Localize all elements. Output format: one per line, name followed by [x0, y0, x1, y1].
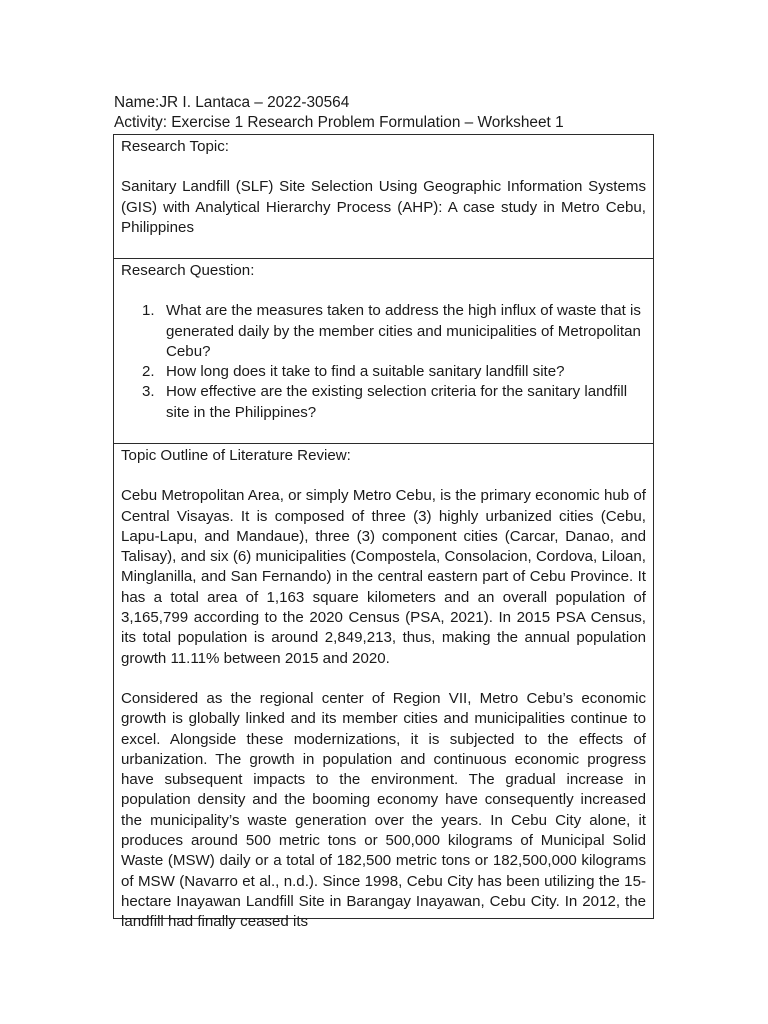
name-line: Name:JR I. Lantaca – 2022-30564 — [114, 94, 350, 111]
research-question-heading: Research Question: — [121, 262, 255, 279]
list-item — [121, 362, 646, 382]
list-item-text: How long does it take to find a suitable sanitary landfill site? — [166, 363, 565, 381]
literature-review-cell — [114, 444, 653, 931]
literature-review-paragraph-2: Considered as the regional center of Region VII, Metro Cebu’s economic growth is globally linked and its member cities and municipalities continue to excel. Alongside these modernizations, it is subjected to the effects of urbanization. The growth in population and continuous economic progress have subsequent impacts to the environment. The gradual increase in population density and the booming economy have consequently increased the municipality’s waste generation over the years. In Cebu City alone, it produces around 500 metric tons or 500,000 kilograms of Municipal Solid Waste (MSW) daily or a total of 182,500 metric tons or 182,500,000 kilograms of MSW (Navarro et al., n.d.). Since 1998, Cebu City has been utilizing the 15-hectare Inayawan Landfill Site in Barangay Inayawan, Cebu City. In 2012, the landfill had finally ceased its — [121, 689, 646, 931]
list-item — [121, 382, 646, 423]
list-item-text: What are the measures taken to address the high influx of waste that is generated daily by the member cities and municipalities of Metropolitan Cebu? — [166, 302, 641, 360]
document-header — [114, 93, 674, 132]
research-topic-text: Sanitary Landfill (SLF) Site Selection Using Geographic Information Systems (GIS) with Analytical Hierarchy Process (AHP): A case study in Metro Cebu, Philippines — [121, 178, 646, 236]
activity-line: Activity: Exercise 1 Research Problem Formulation – Worksheet 1 — [114, 113, 564, 131]
list-item-number: 2. — [142, 363, 155, 381]
worksheet-table — [113, 134, 654, 931]
list-item — [121, 301, 646, 362]
literature-review-heading: Topic Outline of Literature Review: — [121, 447, 351, 464]
research-topic-cell — [114, 135, 653, 259]
list-item-number: 3. — [142, 383, 155, 401]
list-item-number: 1. — [142, 302, 155, 320]
research-topic-heading: Research Topic: — [121, 138, 229, 155]
list-item-text: How effective are the existing selection criteria for the sanitary landfill site in the Philippines? — [166, 383, 628, 421]
research-question-cell — [114, 259, 653, 444]
literature-review-paragraph-1: Cebu Metropolitan Area, or simply Metro Cebu, is the primary economic hub of Central Visayas. It is composed of three (3) highly urbanized cities (Cebu, Lapu-Lapu, and Mandaue), three (3) component cities (Carcar, Danao, and Talisay), and six (6) municipalities (Compostela, Consolacion, Cordova, Liloan, Minglanilla, and San Fernando) in the central eastern part of Cebu Province. It has a total area of 1,163 square kilometers and an overall population of 3,165,799 according to the 2020 Census (PSA, 2021). In 2015 PSA Census, its total population is around 2,849,213, thus, making the annual population growth 11.11% between 2015 and 2020. — [121, 487, 646, 667]
research-question-list — [121, 301, 646, 423]
